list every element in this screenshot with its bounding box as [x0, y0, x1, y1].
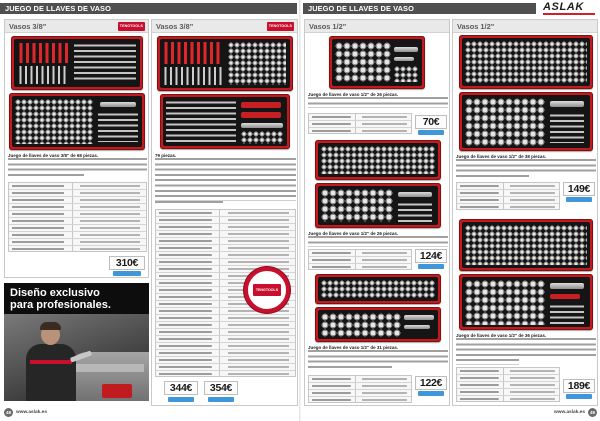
description-text-lines: [456, 359, 519, 364]
socket-tray: [318, 186, 438, 225]
guarantee-stamp: [244, 267, 290, 313]
sockets: [465, 41, 587, 83]
socket-tray: [332, 39, 422, 86]
screwdrivers: [163, 42, 223, 64]
case-base: [459, 92, 593, 151]
product-image: [315, 140, 441, 228]
product-image: [459, 219, 593, 330]
aslak-logo-bar: [543, 13, 595, 15]
page-gutter: [299, 0, 301, 421]
product-title: Juego de llaves de vaso 1/2" de 31 piezas.: [308, 345, 399, 350]
sockets: [465, 280, 545, 325]
sockets: [335, 42, 391, 82]
description-text-lines: [8, 174, 84, 179]
socket-tray: [318, 277, 438, 301]
product-column-left-1: [4, 19, 149, 278]
screwdrivers: [18, 43, 68, 63]
page-number-left: 48: [5, 410, 11, 415]
sockets: [228, 42, 286, 85]
product-title: Juego de llaves de vaso 3/8" de 68 piezas.: [8, 153, 99, 158]
tool-tray: [160, 39, 290, 88]
reference-button: [418, 264, 444, 269]
promo-banner: [4, 283, 149, 401]
section-title: JUEGO DE LLAVES DE VASO: [5, 4, 111, 13]
stamp-logo: TENGTOOLS: [253, 284, 281, 296]
wrenches: [163, 67, 223, 85]
specs-table: [308, 375, 412, 403]
product-column-left-2: [151, 19, 298, 406]
price-tag: 149€: [563, 182, 595, 196]
product-description: [308, 231, 448, 247]
ratchet: [241, 123, 283, 128]
column-heading-text: Vasos 3/8": [156, 22, 194, 31]
extensions: [550, 304, 584, 324]
product-title: Juego de llaves de vaso 1/2" de 26 piezas.: [308, 92, 399, 97]
product-description: [308, 345, 448, 371]
product-title: Juego de llaves de vaso 1/2" de 36 piezas.: [456, 333, 547, 338]
extension-bar: [404, 325, 430, 329]
product-column-right-2: [452, 19, 598, 406]
case-lid: [315, 274, 441, 304]
section-title-bar-left: [0, 3, 297, 14]
pliers: [241, 112, 281, 118]
product-image: [9, 36, 145, 150]
socket-tray: [462, 38, 590, 86]
column-heading: [305, 20, 449, 33]
case-lid: [459, 219, 593, 271]
product-title: Juego de llaves de vaso 1/2" de 26 piezas.: [308, 231, 399, 236]
tengtools-logo: TENGTOOLS: [267, 22, 294, 31]
price-tag: 124€: [415, 249, 447, 263]
mechanic-torso: [26, 344, 76, 401]
extensions: [98, 112, 138, 142]
tool-tray: [163, 97, 287, 146]
column-heading: [5, 20, 148, 33]
column-heading: [152, 20, 297, 33]
case-lid: [11, 36, 143, 90]
price-tag: 189€: [563, 379, 595, 393]
specs-table: [308, 249, 412, 270]
description-text-lines: [456, 175, 529, 180]
tengtools-logo: TENGTOOLS: [118, 22, 145, 31]
promo-subline: para profesionales.: [10, 299, 111, 311]
description-text-lines: [155, 201, 223, 206]
ratchet: [398, 192, 432, 197]
ratchet: [394, 47, 418, 52]
price-tag: 310€: [109, 256, 145, 270]
price-tag: 70€: [415, 115, 447, 129]
case-base: [459, 274, 593, 330]
reference-button: [418, 391, 444, 396]
extensions: [550, 113, 584, 143]
combination-wrenches: [74, 43, 136, 83]
description-text-lines: [308, 97, 448, 108]
tool-tray: [14, 39, 140, 87]
product-image: [315, 274, 441, 342]
sockets: [15, 99, 93, 144]
sockets: [321, 313, 401, 337]
extension-bar: [394, 57, 414, 61]
description-text-lines: [308, 366, 392, 371]
sockets: [321, 280, 435, 298]
product-description: [155, 153, 296, 206]
product-image: [459, 35, 593, 151]
sliding-t-bar: [550, 294, 580, 299]
case-base: [9, 93, 145, 150]
product-column-right-1: [304, 19, 450, 406]
aslak-logo: [541, 1, 597, 17]
extensions: [398, 202, 432, 222]
sockets: [321, 189, 393, 222]
case-base: [315, 307, 441, 342]
column-heading: [453, 20, 597, 33]
case: [329, 36, 425, 89]
reference-button: [566, 197, 592, 202]
column-heading-text: Vasos 1/2": [457, 22, 495, 31]
specs-table: [456, 182, 560, 210]
socket-tray: [462, 95, 590, 148]
description-text-lines: [8, 158, 147, 174]
sockets: [465, 225, 587, 265]
column-heading-text: Vasos 3/8": [9, 22, 47, 31]
product-description: [308, 92, 448, 108]
mechanic-stripe: [30, 360, 72, 364]
socket-tray: [12, 96, 142, 147]
reference-button: [566, 394, 592, 399]
price-tag: 354€: [204, 381, 238, 395]
reference-button: [113, 271, 141, 276]
ratchet: [550, 283, 584, 289]
sockets: [394, 66, 418, 82]
footer-url-right: www.aslak.es: [554, 410, 586, 415]
aslak-logo-text: ASLAK: [543, 1, 584, 13]
ratchet: [550, 101, 584, 107]
reference-button: [418, 130, 444, 135]
promo-headline: Diseño exclusivo: [10, 287, 100, 299]
case-lid: [315, 140, 441, 180]
sockets: [321, 146, 435, 174]
ratchet: [404, 315, 434, 320]
product-image: [157, 36, 293, 149]
product-title: Juego de llaves de vaso 1/2" de 38 piezas.: [456, 154, 547, 159]
case-base: [315, 183, 441, 228]
pliers: [241, 102, 281, 108]
case-base: [160, 94, 290, 149]
reference-button: [168, 397, 194, 402]
reference-button: [208, 397, 234, 402]
specs-table: [8, 182, 147, 252]
description-text-lines: [456, 159, 596, 175]
product-image: [329, 36, 425, 89]
price-tag: 122€: [415, 376, 447, 390]
wrenches: [18, 66, 68, 84]
description-text-lines: [155, 158, 296, 200]
car-highlight: [74, 364, 144, 372]
combination-wrenches: [166, 100, 236, 144]
socket-tray: [318, 310, 438, 339]
section-title: JUEGO DE LLAVES DE VASO: [308, 4, 414, 13]
ratchet: [100, 102, 136, 107]
socket-tray: [462, 277, 590, 327]
promo-photo: [4, 314, 149, 401]
tool-case: [102, 384, 132, 398]
socket-tray: [462, 222, 590, 268]
specs-table: [308, 113, 412, 134]
section-title-bar-right: [303, 3, 536, 14]
specs-table: [456, 367, 560, 402]
description-text-lines: [308, 350, 448, 366]
socket-tray: [318, 143, 438, 177]
price-tag: 344€: [164, 381, 198, 395]
case-lid: [459, 35, 593, 89]
description-text-lines: [456, 338, 596, 359]
product-description: [8, 153, 147, 179]
column-heading-text: Vasos 1/2": [309, 22, 347, 31]
sockets: [465, 98, 545, 146]
mechanic-hair: [40, 322, 61, 330]
case-lid: [157, 36, 293, 91]
sockets: [241, 131, 283, 144]
footer-url-left: www.aslak.es: [16, 410, 48, 415]
product-title: 79 piezas.: [155, 153, 177, 158]
page-number-right: 49: [589, 410, 595, 415]
description-text-lines: [308, 236, 448, 247]
product-description: [456, 154, 596, 180]
product-description: [456, 333, 596, 365]
